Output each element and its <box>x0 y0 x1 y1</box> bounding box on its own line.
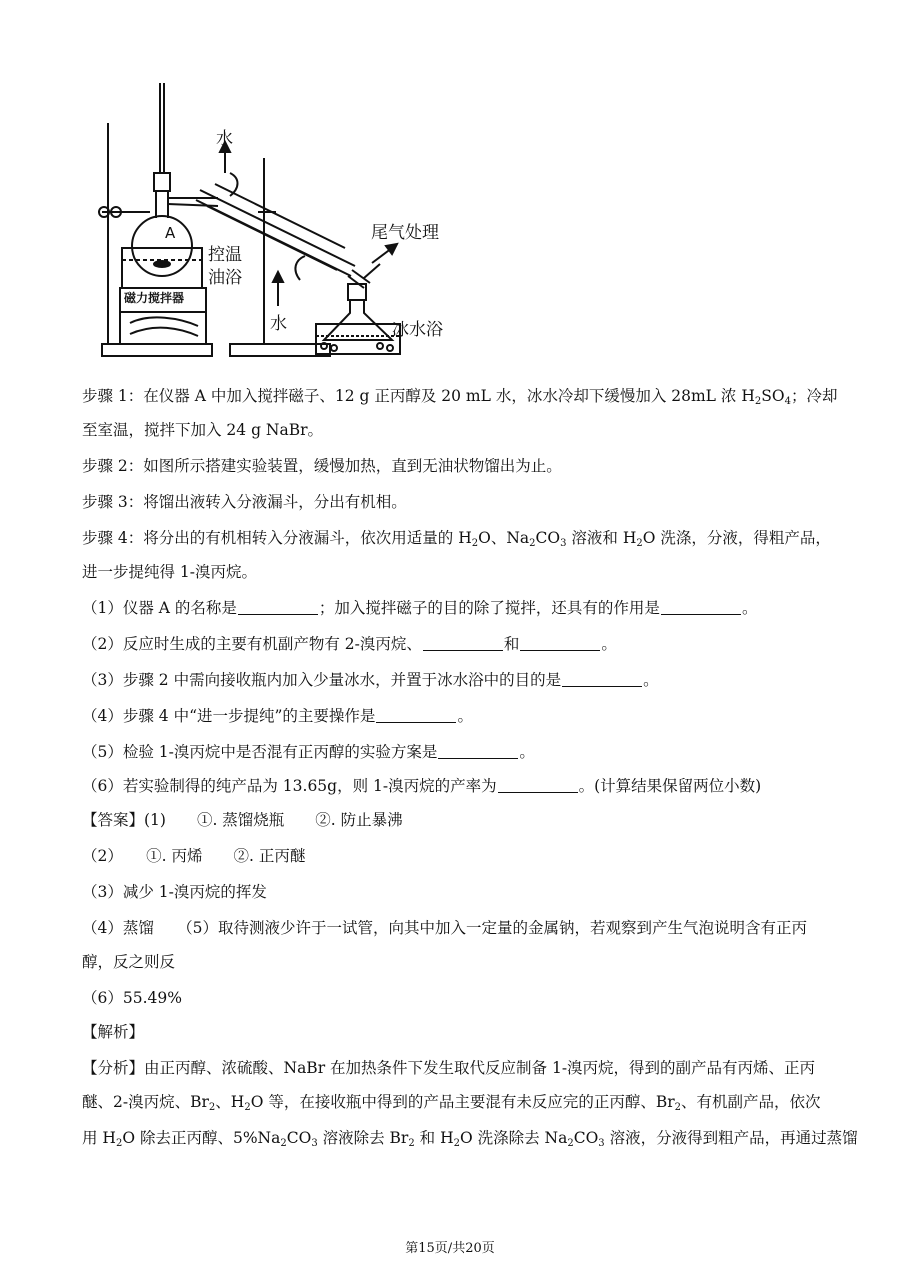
step-2: 步骤 2：如图所示搭建实验装置，缓慢加热，直到无油状物馏出为止。 <box>82 457 562 475</box>
label-water-bottom: 水 <box>270 314 287 334</box>
question-5: （5）检验 1-溴丙烷中是否混有正丙醇的实验方案是 。 <box>82 743 535 761</box>
label-flask-a: A <box>165 224 176 242</box>
answer-5-cont: 醇，反之则反 <box>82 953 176 971</box>
question-2: （2）反应时生成的主要有机副产物有 2-溴丙烷、 和 。 <box>82 635 617 653</box>
label-stirrer: 磁力搅拌器 <box>124 291 185 305</box>
analysis-label: 【解析】 <box>82 1023 145 1041</box>
answer-2: （2） ①. 丙烯 ②. 正丙醚 <box>82 847 306 865</box>
step-4-cont: 进一步提纯得 1-溴丙烷。 <box>82 563 258 581</box>
analysis-line-3: 用 $H_2O$ 除去正丙醇、$5\%Na_2CO_3$ 溶液除去 $Br_2$ 和 $H_2O$ 洗涤除去 $Na_2CO_3$ 溶液，分液得到粗产品，再通过蒸馏 <box>82 1129 858 1149</box>
answer-4-5: （4）蒸馏 （5）取待测液少许于一试管，向其中加入一定量的金属钠，若观察到产生气泡说明含有正丙 <box>82 919 807 937</box>
step-1: 步骤 1：在仪器 A 中加入搅拌磁子、12 g 正丙醇及 20 mL 水，冰水冷却下缓慢加入 28mL 浓 $H_2SO_4$；冷却 <box>82 387 838 407</box>
label-oil-bath: 油浴 <box>208 268 242 288</box>
answer-1: 【答案】(1) ①. 蒸馏烧瓶 ②. 防止暴沸 <box>82 811 403 829</box>
left-stand-base <box>102 344 212 356</box>
question-3: （3）步骤 2 中需向接收瓶内加入少量冰水，并置于冰水浴中的目的是 。 <box>82 671 659 689</box>
question-4: （4）步骤 4 中“进一步提纯”的主要操作是 。 <box>82 707 473 725</box>
receiving-flask <box>324 300 392 340</box>
answer-3: （3）减少 1-溴丙烷的挥发 <box>82 883 267 901</box>
step-1-cont: 至室温，搅拌下加入 24 g NaBr。 <box>82 421 324 439</box>
label-water-top: 水 <box>216 129 233 149</box>
question-6: （6）若实验制得的纯产品为 13.65g，则 1-溴丙烷的产率为 。(计算结果保留两位小数) <box>82 777 762 795</box>
label-tail-gas: 尾气处理 <box>371 223 439 243</box>
question-1: （1）仪器 A 的名称是 ；加入搅拌磁子的目的除了搅拌，还具有的作用是 。 <box>82 599 758 617</box>
label-ice-bath: 冰水浴 <box>392 320 443 340</box>
page-footer: 第15页/共20页 <box>405 1241 495 1256</box>
step-4: 步骤 4：将分出的有机相转入分液漏斗，依次用适量的 $H_2O$、$Na_2CO_3$ 溶液和 $H_2O$ 洗涤，分液，得粗产品， <box>82 529 831 549</box>
label-control-temp: 控温 <box>208 245 242 265</box>
answer-6: （6）55.49% <box>82 989 182 1007</box>
analysis-line-2: 醚、2-溴丙烷、$Br_2$、$H_2O$ 等，在接收瓶中得到的产品主要混有未反应完的正丙醇、$Br_2$、有机副产品，依次 <box>82 1093 821 1113</box>
analysis-line-1: 【分析】由正丙醇、浓硫酸、NaBr 在加热条件下发生取代反应制备 1-溴丙烷，得到的副产品有丙烯、正丙 <box>82 1059 816 1077</box>
step-3: 步骤 3：将馏出液转入分液漏斗，分出有机相。 <box>82 493 407 511</box>
